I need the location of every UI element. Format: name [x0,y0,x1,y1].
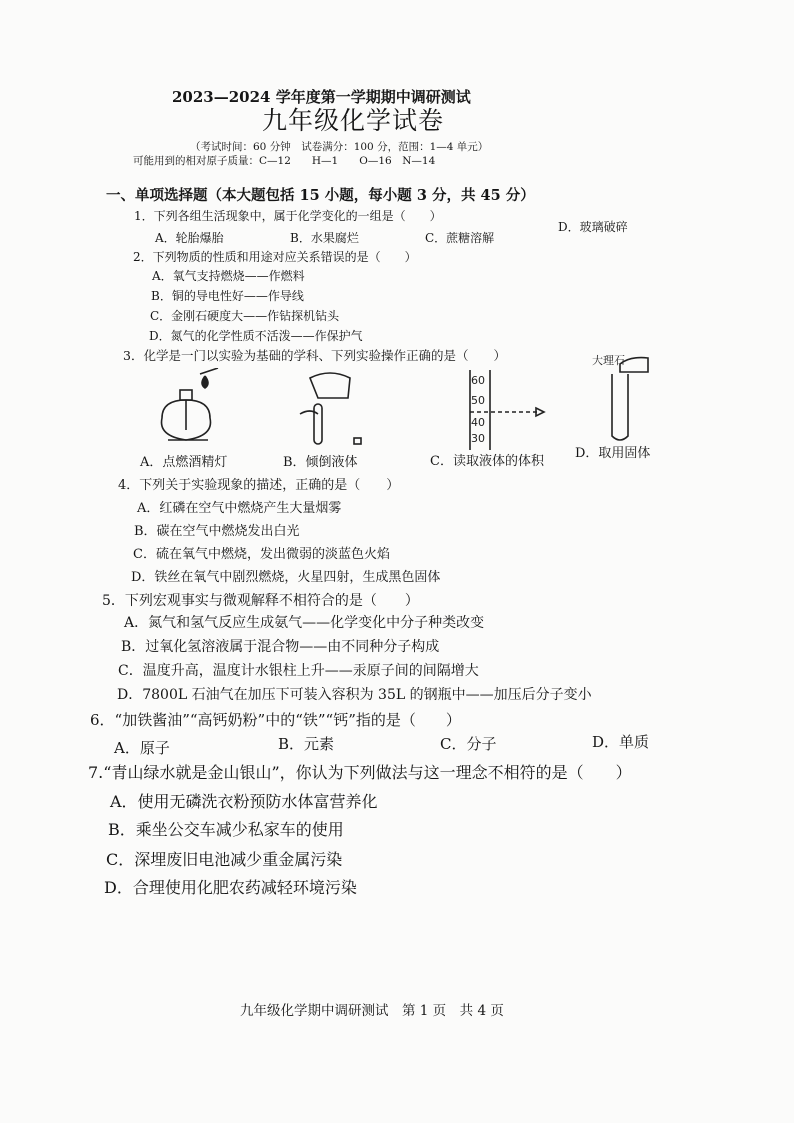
option: B．元素 [278,735,335,753]
question-stem: 2．下列物质的性质和用途对应关系错误的是（ ） [133,250,417,264]
option: B．铜的导电性好——作导线 [151,289,304,303]
section-heading: 一、单项选择题（本大题包括 15 小题，每小题 3 分，共 45 分） [106,187,535,204]
question-stem: 3．化学是一门以实验为基础的学科、下列实验操作正确的是（ ） [123,348,506,363]
option: D．氮气的化学性质不活泼——作保护气 [149,329,363,343]
option: C．金刚石硬度大——作钻探机钻头 [150,309,340,323]
page-title: 九年级化学试卷 [262,106,445,135]
option: B．倾倒液体 [283,455,358,470]
question-stem: 4．下列关于实验现象的描述，正确的是（ ） [118,478,400,493]
question-stem: 6．“加铁酱油”“高钙奶粉”中的“铁”“钙”指的是（ ） [90,711,461,729]
option: D．铁丝在氧气中剧烈燃烧，火星四射，生成黑色固体 [131,570,441,585]
cylinder-tick: 30 [471,432,485,445]
option: C．分子 [440,735,497,753]
option: B．乘坐公交车减少私家车的使用 [108,820,344,839]
exam-term: 2023—2024 学年度第一学期期中调研测试 [172,88,471,106]
option: D．玻璃破碎 [558,220,628,234]
alcohol-lamp-figure [150,368,230,448]
option: C．硫在氧气中燃烧，发出微弱的淡蓝色火焰 [133,547,390,562]
option: C．深埋废旧电池减少重金属污染 [106,850,343,869]
option: C．温度升高，温度计水银柱上升——汞原子间的间隔增大 [118,663,479,679]
cylinder-tick: 50 [471,394,485,407]
marble-test-tube-figure [590,352,660,447]
option: D．取用固体 [575,446,651,461]
option: A．点燃酒精灯 [140,455,228,470]
option: D．合理使用化肥农药减轻环境污染 [104,878,357,897]
marble-label: 大理石 [592,354,625,367]
atomic-masses: 可能用到的相对原子质量：C—12 H—1 O—16 N—14 [133,155,436,167]
exam-info: （考试时间：60 分钟 试卷满分：100 分，范围：1—4 单元） [190,141,489,153]
cylinder-tick: 40 [471,416,485,429]
option: B．水果腐烂 [290,231,359,245]
option: A．红磷在空气中燃烧产生大量烟雾 [137,501,342,516]
option: A．氧气支持燃烧——作燃料 [152,269,305,283]
pouring-liquid-figure [290,368,370,448]
question-stem: 7.“青山绿水就是金山银山”，你认为下列做法与这一理念不相符的是（ ） [88,763,632,782]
option: B．过氧化氢溶液属于混合物——由不同种分子构成 [121,639,440,655]
option: A．使用无磷洗衣粉预防水体富营养化 [110,792,378,811]
page-footer: 九年级化学期中调研测试 第 1 页 共 4 页 [240,1003,504,1019]
option: A．原子 [114,739,170,757]
cylinder-tick: 60 [471,374,485,387]
option: C．读取液体的体积 [430,454,544,469]
option: C．蔗糖溶解 [425,231,495,245]
option: D．7800L 石油气在加压下可装入容积为 35L 的钢瓶中——加压后分子变小 [117,687,592,703]
question-stem: 5．下列宏观事实与微观解释不相符合的是（ ） [102,593,419,609]
option: B．碳在空气中燃烧发出白光 [134,524,300,539]
question-stem: 1．下列各组生活现象中，属于化学变化的一组是（ ） [134,209,442,223]
option: A．轮胎爆胎 [155,231,224,245]
option: A．氮气和氢气反应生成氨气——化学变化中分子种类改变 [124,615,485,631]
graduated-cylinder-figure [460,370,550,450]
option: D．单质 [592,733,650,751]
